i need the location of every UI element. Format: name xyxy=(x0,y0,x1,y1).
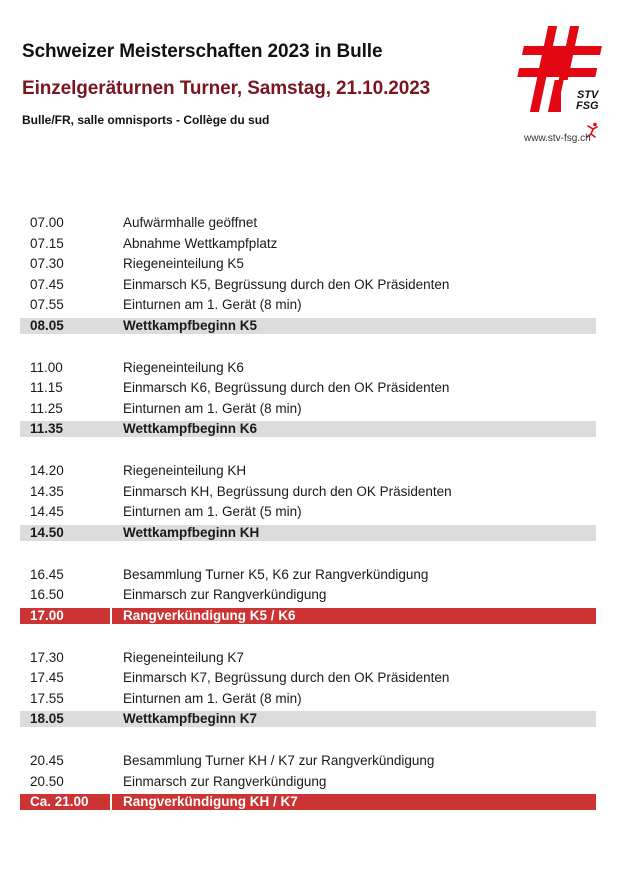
event-location: Bulle/FR, salle omnisports - Collège du sud xyxy=(22,113,270,127)
row-time: 08.05 xyxy=(30,317,64,333)
row-text: Einturnen am 1. Gerät (8 min) xyxy=(123,297,302,312)
row-text: Wettkampfbeginn K6 xyxy=(123,421,258,436)
website-link[interactable]: www.stv-fsg.ch xyxy=(524,133,591,144)
block-gap xyxy=(20,626,596,648)
row-text: Riegeneinteilung K7 xyxy=(123,649,244,665)
row-text: Einmarsch K6, Begrüssung durch den OK Präsidenten xyxy=(123,380,450,395)
row-time: 16.45 xyxy=(30,566,64,582)
row-text: Riegeneinteilung KH xyxy=(123,463,247,478)
row-text: Einmarsch K7, Begrüssung durch den OK Präsidenten xyxy=(123,670,450,685)
row-time: Ca. 21.00 xyxy=(30,794,89,809)
row-time: 07.55 xyxy=(30,297,64,312)
row-separator xyxy=(110,608,112,624)
row-text: Aufwärmhalle geöffnet xyxy=(123,215,258,230)
schedule-row xyxy=(20,295,596,316)
schedule-row xyxy=(20,648,596,669)
block-gap xyxy=(20,336,596,358)
schedule-row xyxy=(20,213,596,234)
row-time: 14.45 xyxy=(30,504,64,519)
row-text: Rangverkündigung KH / K7 xyxy=(123,794,298,809)
schedule-row xyxy=(20,565,596,586)
row-time: 11.25 xyxy=(30,400,63,416)
schedule-row xyxy=(20,254,596,275)
row-text: Riegeneinteilung K5 xyxy=(123,256,244,271)
row-time: 14.50 xyxy=(30,524,64,540)
schedule-row xyxy=(20,668,596,689)
row-text: Einmarsch KH, Begrüssung durch den OK Präsidenten xyxy=(123,483,452,499)
page-subtitle: Einzelgeräturnen Turner, Samstag, 21.10.2023 xyxy=(22,78,431,99)
schedule-row xyxy=(20,482,596,503)
row-text: Einturnen am 1. Gerät (8 min) xyxy=(123,400,302,416)
row-time: 11.00 xyxy=(30,359,63,375)
schedule-row xyxy=(20,275,596,296)
row-text: Einmarsch zur Rangverkündigung xyxy=(123,587,327,602)
row-time: 07.00 xyxy=(30,215,64,230)
schedule-row xyxy=(20,772,596,793)
row-time: 14.35 xyxy=(30,483,64,499)
row-text: Einmarsch zur Rangverkündigung xyxy=(123,773,327,789)
svg-text:FSG: FSG xyxy=(576,100,599,112)
row-time: 17.00 xyxy=(30,607,64,623)
row-text: Wettkampfbeginn K5 xyxy=(123,317,258,333)
block-gap xyxy=(20,439,596,461)
schedule-row xyxy=(20,689,596,710)
schedule-row xyxy=(20,378,596,399)
block-gap xyxy=(20,543,596,565)
schedule xyxy=(20,213,596,812)
row-text: Besammlung Turner K5, K6 zur Rangverkündigung xyxy=(123,566,429,582)
row-time: 20.45 xyxy=(30,753,64,768)
row-text: Einturnen am 1. Gerät (5 min) xyxy=(123,504,302,519)
schedule-row xyxy=(20,461,596,482)
schedule-row xyxy=(20,234,596,255)
schedule-row xyxy=(20,585,596,606)
schedule-row-highlight xyxy=(20,711,596,727)
row-text: Einturnen am 1. Gerät (8 min) xyxy=(123,690,302,706)
row-time: 20.50 xyxy=(30,773,64,789)
row-time: 14.20 xyxy=(30,463,64,478)
schedule-row-highlight xyxy=(20,525,596,541)
schedule-row xyxy=(20,399,596,420)
schedule-row xyxy=(20,358,596,379)
row-text: Rangverkündigung K5 / K6 xyxy=(123,607,296,623)
row-time: 17.30 xyxy=(30,649,64,665)
row-time: 18.05 xyxy=(30,711,64,726)
row-time: 16.50 xyxy=(30,587,64,602)
row-text: Besammlung Turner KH / K7 zur Rangverkündigung xyxy=(123,753,435,768)
row-time: 11.15 xyxy=(30,380,63,395)
page-title: Schweizer Meisterschaften 2023 in Bulle xyxy=(22,41,383,62)
row-text: Wettkampfbeginn KH xyxy=(123,524,260,540)
row-text: Einmarsch K5, Begrüssung durch den OK Präsidenten xyxy=(123,276,450,292)
row-time: 07.30 xyxy=(30,256,64,271)
row-text: Riegeneinteilung K6 xyxy=(123,359,244,375)
row-time: 11.35 xyxy=(30,421,64,436)
schedule-row xyxy=(20,502,596,523)
row-time: 07.45 xyxy=(30,276,64,292)
schedule-row xyxy=(20,751,596,772)
schedule-row-award xyxy=(20,608,596,624)
svg-text:STV: STV xyxy=(577,89,599,101)
row-text: Abnahme Wettkampfplatz xyxy=(123,235,278,251)
schedule-row-highlight xyxy=(20,318,596,334)
row-time: 07.15 xyxy=(30,235,64,251)
row-text: Wettkampfbeginn K7 xyxy=(123,711,258,726)
row-time: 17.45 xyxy=(30,670,64,685)
row-time: 17.55 xyxy=(30,690,64,706)
row-separator xyxy=(110,794,112,810)
block-gap xyxy=(20,729,596,751)
schedule-row-award xyxy=(20,794,596,810)
stv-fsg-logo xyxy=(515,22,605,116)
schedule-row-highlight xyxy=(20,421,596,437)
